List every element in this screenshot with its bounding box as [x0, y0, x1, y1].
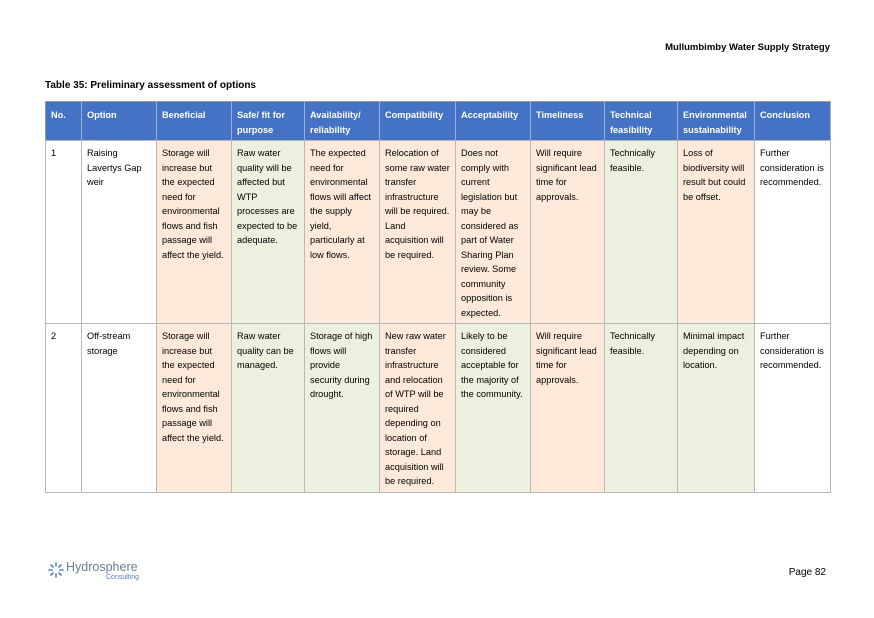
col-header-option: Option — [82, 102, 157, 141]
cell-timeliness: Will require significant lead time for approvals. — [531, 324, 605, 493]
cell-safe-fit: Raw water quality will be affected but WTP processes are expected to be adequate. — [232, 141, 305, 324]
cell-compatibility: Relocation of some raw water transfer infrastructure will be required. Land acquisition will be required. — [380, 141, 456, 324]
cell-conclusion: Further consideration is recommended. — [755, 141, 831, 324]
table-caption: Table 35: Preliminary assessment of options — [45, 80, 256, 91]
cell-beneficial: Storage will increase but the expected need for environmental flows and fish passage will affect the yield. — [157, 324, 232, 493]
cell-environmental: Minimal impact depending on location. — [678, 324, 755, 493]
logo-wordmark: Hydrosphere — [66, 560, 138, 574]
cell-safe-fit: Raw water quality can be managed. — [232, 324, 305, 493]
col-header-acceptability: Acceptability — [456, 102, 531, 141]
page-number: Page 82 — [788, 567, 826, 578]
options-assessment-table — [45, 101, 831, 493]
cell-environmental: Loss of biodiversity will result but could be offset. — [678, 141, 755, 324]
col-header-environmental: Environmental sustainability — [678, 102, 755, 141]
hydrosphere-logo — [48, 561, 139, 581]
cell-acceptability: Does not comply with current legislation but may be considered as part of Water Sharing Plan review. Some community opposition is expected. — [456, 141, 531, 324]
col-header-beneficial: Beneficial — [157, 102, 232, 141]
col-header-availability: Availability/ reliability — [305, 102, 380, 141]
col-header-timeliness: Timeliness — [531, 102, 605, 141]
col-header-no: No. — [46, 102, 82, 141]
cell-option: Raising Lavertys Gap weir — [82, 141, 157, 324]
cell-acceptability: Likely to be considered acceptable for the majority of the community. — [456, 324, 531, 493]
col-header-conclusion: Conclusion — [755, 102, 831, 141]
cell-conclusion: Further consideration is recommended. — [755, 324, 831, 493]
col-header-technical: Technical feasibility — [605, 102, 678, 141]
logo-subtitle: Consulting — [106, 574, 140, 581]
col-header-compatibility: Compatibility — [380, 102, 456, 141]
cell-timeliness: Will require significant lead time for approvals. — [531, 141, 605, 324]
cell-technical: Technically feasible. — [605, 324, 678, 493]
cell-no: 2 — [46, 324, 82, 493]
cell-no: 1 — [46, 141, 82, 324]
swirl-logo-icon — [48, 562, 64, 578]
table-row — [46, 324, 831, 493]
table-header-row — [46, 102, 831, 141]
cell-availability: The expected need for environmental flows will affect the supply yield, particularly at low flows. — [305, 141, 380, 324]
cell-compatibility: New raw water transfer infrastructure and relocation of WTP will be required depending on location of storage. Land acquisition will be required. — [380, 324, 456, 493]
cell-beneficial: Storage will increase but the expected need for environmental flows and fish passage will affect the yield. — [157, 141, 232, 324]
document-header-title: Mullumbimby Water Supply Strategy — [665, 42, 830, 53]
table-row — [46, 141, 831, 324]
cell-availability: Storage of high flows will provide security during drought. — [305, 324, 380, 493]
col-header-safe-fit: Safe/ fit for purpose — [232, 102, 305, 141]
cell-technical: Technically feasible. — [605, 141, 678, 324]
cell-option: Off-stream storage — [82, 324, 157, 493]
